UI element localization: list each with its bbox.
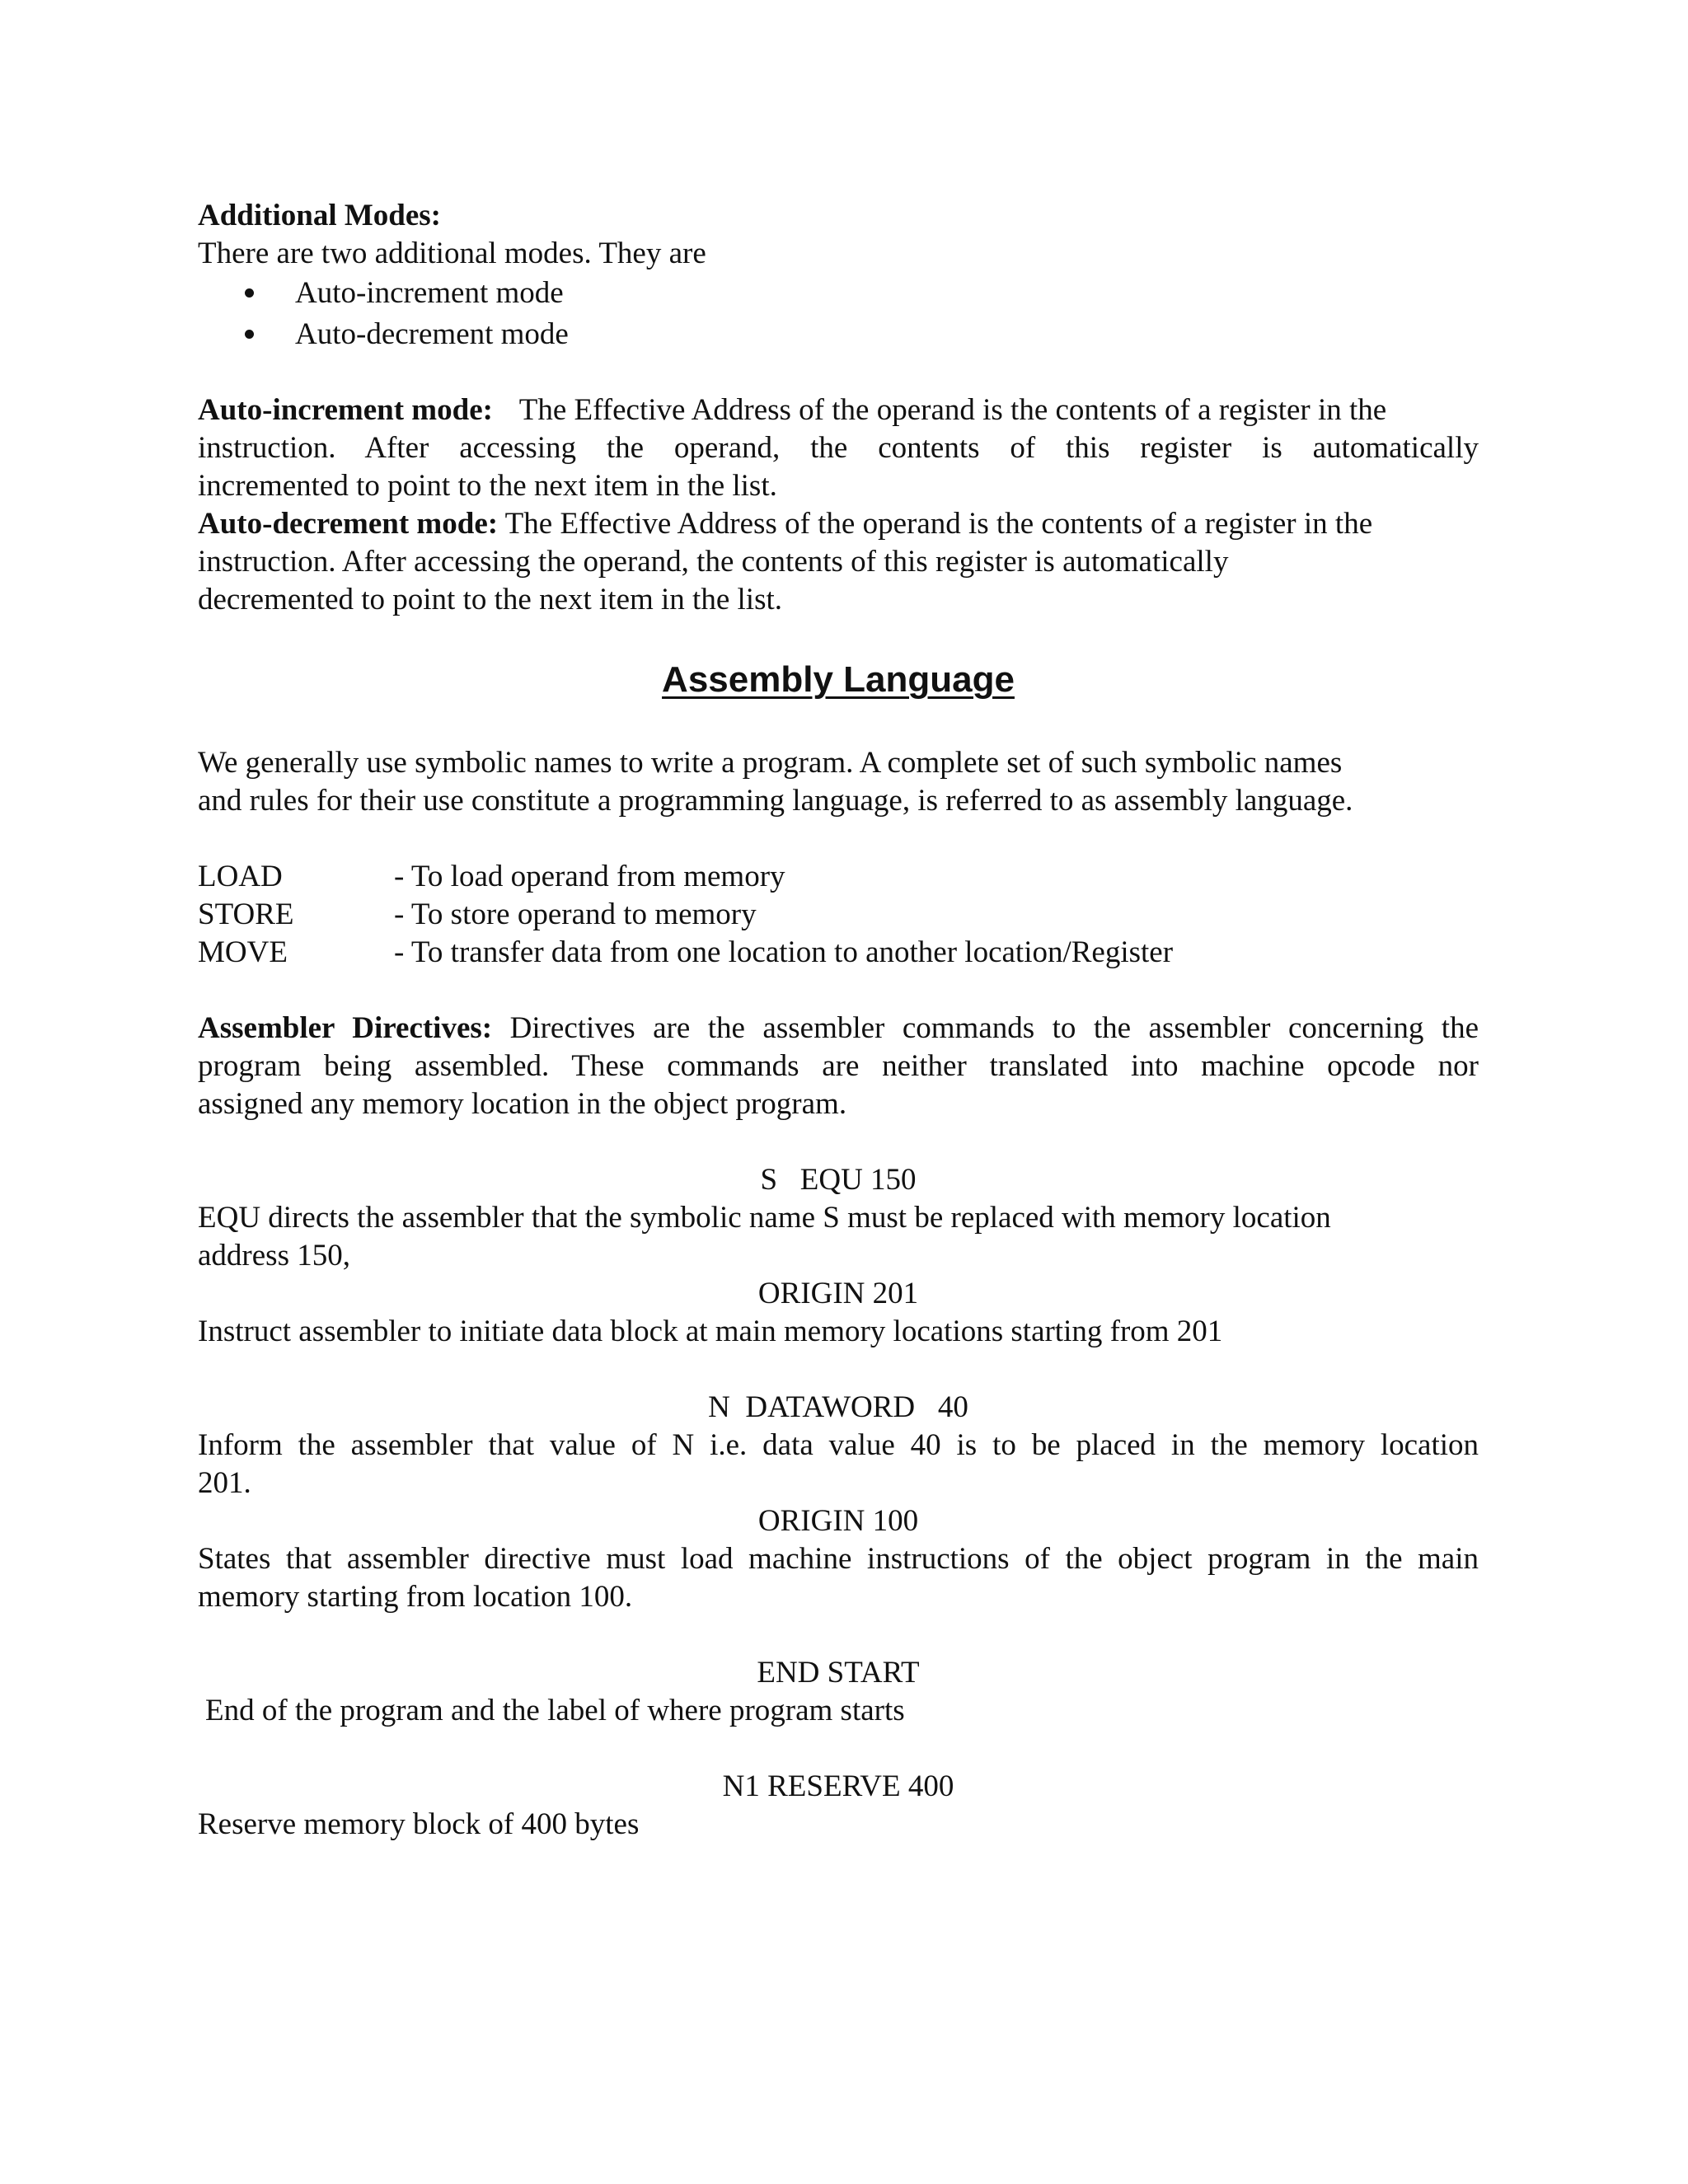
assembly-para-line1: We generally use symbolic names to write a program. A complete set of such symbolic names [198,746,1343,780]
dataword-code: N DATAWORD 40 [708,1390,968,1424]
auto-decrement-line2: instruction. After accessing the operand, the contents of this register is automatically [198,545,1229,579]
assembler-directives-line1: Directives are the assembler commands to the assembler concerning the [509,1011,1479,1045]
instruction-desc: - To load operand from memory [394,860,785,893]
origin-100-desc-line1: States that assembler directive must load machine instructions of the object program in the main [198,1542,1479,1576]
auto-decrement-label: Auto-decrement mode: [198,507,499,541]
equ-code: S EQU 150 [760,1163,917,1197]
auto-increment-line2: instruction. After accessing the operand, the contents of this register is automatically [198,431,1479,465]
dataword-desc-line2: 201. [198,1466,251,1500]
end-start-code: END START [757,1656,920,1690]
auto-decrement-line1: The Effective Address of the operand is the contents of a register in the [504,507,1373,541]
instruction-name: LOAD [198,860,283,893]
origin-201-code: ORIGIN 201 [757,1277,919,1310]
instruction-name: MOVE [198,935,288,969]
auto-increment-label: Auto-increment mode: [198,393,493,427]
equ-desc-line1: EQU directs the assembler that the symbolic name S must be replaced with memory location [198,1201,1331,1235]
reserve-desc: Reserve memory block of 400 bytes [198,1807,640,1841]
bullet-icon [245,330,254,339]
dataword-desc-line1: Inform the assembler that value of N i.e. data value 40 is to be placed in the memory location [198,1428,1479,1462]
list-item-auto-increment: Auto-increment mode [295,276,564,310]
assembler-directives-label: Assembler Directives: [198,1011,493,1045]
additional-modes-heading: Additional Modes: [198,199,442,232]
reserve-code: N1 RESERVE 400 [722,1769,954,1803]
origin-201-desc: Instruct assembler to initiate data block at main memory locations starting from 201 [198,1315,1223,1348]
origin-100-desc-line2: memory starting from location 100. [198,1580,633,1614]
instruction-name: STORE [198,898,294,931]
assembler-directives-line3: assigned any memory location in the object program. [198,1087,847,1121]
assembler-directives-line2: program being assembled. These commands are neither translated into machine opcode nor [198,1049,1479,1083]
assembly-para-line2: and rules for their use constitute a programming language, is referred to as assembly language. [198,784,1353,818]
auto-increment-line1: The Effective Address of the operand is the contents of a register in the [518,393,1387,427]
assembly-language-title: Assembly Language [662,659,1015,700]
instruction-desc: - To transfer data from one location to another location/Register [394,935,1174,969]
list-item-auto-decrement: Auto-decrement mode [295,317,569,351]
bullet-icon [245,288,254,298]
equ-desc-line2: address 150, [198,1239,350,1272]
additional-modes-intro: There are two additional modes. They are [198,237,706,270]
auto-decrement-line3: decremented to point to the next item in the list. [198,583,782,616]
auto-increment-line3: incremented to point to the next item in the list. [198,469,777,503]
end-start-desc: End of the program and the label of where program starts [205,1694,905,1727]
instruction-desc: - To store operand to memory [394,898,757,931]
origin-100-code: ORIGIN 100 [757,1504,919,1538]
